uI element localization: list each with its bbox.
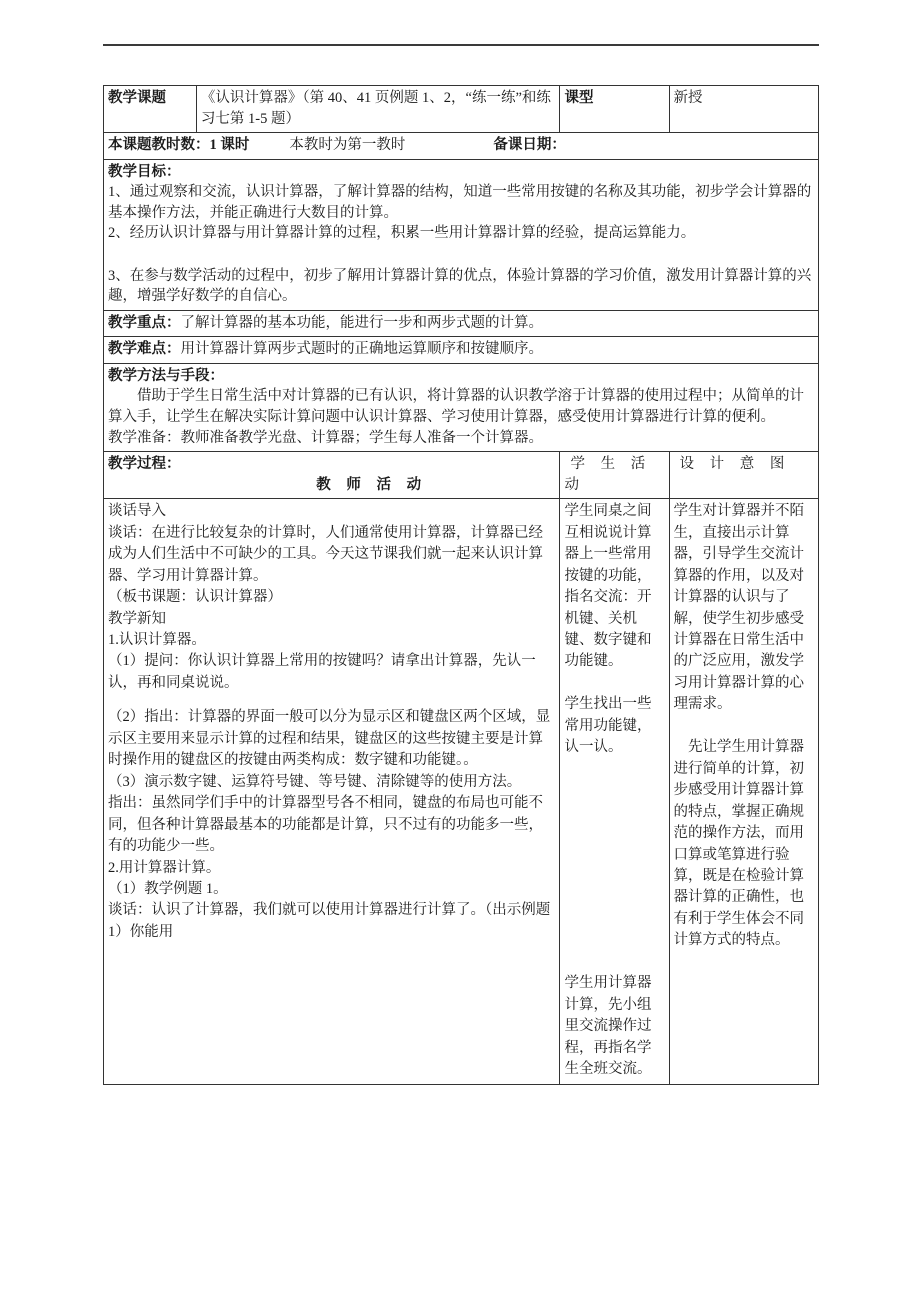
teacher-para-11: （1）教学例题 1。 [108, 881, 228, 898]
student-para-1: 学生同桌之间互相说说计算器上一些常用按键的功能，指名交流：开机键、关机键、数字键和功能键。 [564, 503, 652, 670]
methods-prepare: 教学准备：教师准备教学光盘、计算器；学生每人准备一个计算器。 [108, 429, 543, 446]
teacher-para-3: （板书课题：认识计算器） [108, 589, 282, 606]
teacher-para-7: （2）指出：计算器的界面一般可以分为显示区和键盘区两个区域，显示区主要用来显示计算的过程和结果，键盘区的这些按键主要是计算时操作用的键盘区的按键由两类构成：数字键和功能键。。 [108, 709, 551, 769]
intent-para-1: 学生对计算器并不陌生，直接出示计算器，引导学生交流计算器的作用，以及对计算器的认识与了解，使学生初步感受计算器在日常生活中的广泛应用，激发学习用计算器计算的心理需求。 [673, 503, 805, 713]
design-intent-heading-cell [669, 452, 818, 499]
difficult-point-cell [104, 337, 819, 364]
methods-body: 借助于学生日常生活中对计算器的已有认识，将计算器的认识教学溶于计算器的使用过程中；从简单的计算入手，让学生在解决实际计算问题中认识计算器、学习使用计算器，感受使用计算器进行计算的便利。 [108, 388, 804, 425]
label-lesson-type: 课型 [560, 86, 669, 133]
table-row-key-point [104, 310, 819, 337]
teacher-para-10: 2.用计算器计算。 [108, 859, 221, 876]
periods-count: 本课题教时数：1 课时 [108, 137, 250, 154]
design-intent-heading: 设 计 意 图 [679, 456, 791, 473]
objectives-spacer [108, 244, 814, 265]
methods-title: 教学方法与手段： [108, 367, 224, 384]
student-spacer-7 [564, 866, 664, 887]
key-point-text: 了解计算器的基本功能，能进行一步和两步式题的计算。 [180, 314, 543, 331]
objectives-title: 教学目标： [108, 163, 181, 180]
teacher-activity-column [104, 499, 560, 1084]
teacher-para-9: 指出：虽然同学们手中的计算器型号各不相同，键盘的布局也可能不同，但各种计算器最基本的功能都是计算，只不过有的功能多一些，有的功能少一些。 [108, 795, 543, 855]
table-row-process-body [104, 499, 819, 1084]
table-row-subject [104, 86, 819, 133]
value-lesson-subject: 《认识计算器》（第 40、41 页例题 1、2，“练一练”和练习七第 1-5 题） [196, 86, 560, 133]
teacher-para-12: 谈话：认识了计算器，我们就可以使用计算器进行计算了。（出示例题 1）你能用 [108, 902, 551, 940]
teacher-activity-heading: 教 师 活 动 [316, 476, 428, 493]
intent-para-2: 先让学生用计算器进行简单的计算，初步感受用计算器计算的特点，掌握正确规范的操作方法，而用口算或笔算进行验算，既是在检验计算器计算的正确性，也有利于学生体会不同计算方式的特点。 [673, 739, 805, 949]
teacher-spacer-1 [108, 694, 555, 707]
teacher-para-2: 谈话：在进行比较复杂的计算时，人们通常使用计算器，计算器已经成为人们生活中不可缺少的工具。今天这节课我们就一起来认识计算器、学习用计算器计算。 [108, 524, 543, 584]
key-point-cell [104, 310, 819, 337]
process-header-left [104, 452, 560, 499]
student-spacer-3 [564, 780, 664, 801]
objective-item-1: 1、通过观察和交流，认识计算器，了解计算器的结构，知道一些常用按键的名称及其功能，初步学会计算器的基本操作方法，并能正确进行大数目的计算。 [108, 184, 812, 221]
objective-item-3: 3、在参与数学活动的过程中，初步了解用计算器计算的优点，体验计算器的学习价值，激发用计算器计算的兴趣，增强学好数学的自信心。 [108, 267, 812, 305]
intent-spacer-1 [674, 716, 814, 737]
teacher-para-6: （1）提问：你认识计算器上常用的按键吗？请拿出计算器，先认一认，再和同桌说说。 [108, 653, 536, 691]
process-title: 教学过程： [108, 456, 181, 473]
lesson-plan-table [103, 85, 819, 1085]
teacher-para-1: 谈话导入 [108, 503, 166, 520]
student-activity-heading-cell [560, 452, 669, 499]
methods-cell [104, 363, 819, 451]
value-lesson-type: 新授 [669, 86, 818, 133]
prep-date-label: 备课日期： [493, 137, 566, 154]
student-spacer-8 [564, 887, 664, 908]
student-spacer-9 [564, 909, 664, 930]
key-point-label: 教学重点： [108, 314, 181, 331]
table-row-methods [104, 363, 819, 451]
design-intent-column [669, 499, 818, 1084]
table-row-objectives [104, 159, 819, 310]
difficult-point-text: 用计算器计算两步式题时的正确地运算顺序和按键顺序。 [180, 341, 543, 358]
student-spacer-10 [564, 930, 664, 951]
periods-cell [104, 133, 819, 160]
student-spacer-4 [564, 802, 664, 823]
student-spacer-5 [564, 823, 664, 844]
student-para-3: 学生用计算器计算，先小组里交流操作过程，再指名学生全班交流。 [564, 975, 652, 1078]
label-lesson-topic: 教学课题 [104, 86, 197, 133]
teacher-para-5: 1.认识计算器。 [108, 632, 206, 648]
student-para-2: 学生找出一些常用功能键，认一认。 [564, 696, 652, 756]
student-spacer-2 [564, 759, 664, 780]
student-activity-column [560, 499, 669, 1084]
student-activity-heading: 学 生 活 动 [564, 456, 652, 493]
teacher-para-8: （3）演示数字键、运算符号键、等号键、清除键等的使用方法。 [108, 773, 522, 790]
objectives-cell [104, 159, 819, 310]
teacher-para-4: 教学新知 [108, 610, 166, 627]
objective-item-2: 2、经历认识计算器与用计算器计算的过程，积累一些用计算器计算的经验，提高运算能力。 [108, 225, 696, 242]
difficult-point-label: 教学难点： [108, 341, 181, 358]
student-spacer-1 [564, 673, 664, 694]
header-divider-rule [103, 44, 819, 46]
table-row-periods [104, 133, 819, 160]
table-row-difficult-point [104, 337, 819, 364]
current-period: 本教时为第一教时 [289, 137, 406, 154]
table-row-process-header [104, 452, 819, 499]
student-spacer-6 [564, 845, 664, 866]
student-spacer-11 [564, 952, 664, 973]
